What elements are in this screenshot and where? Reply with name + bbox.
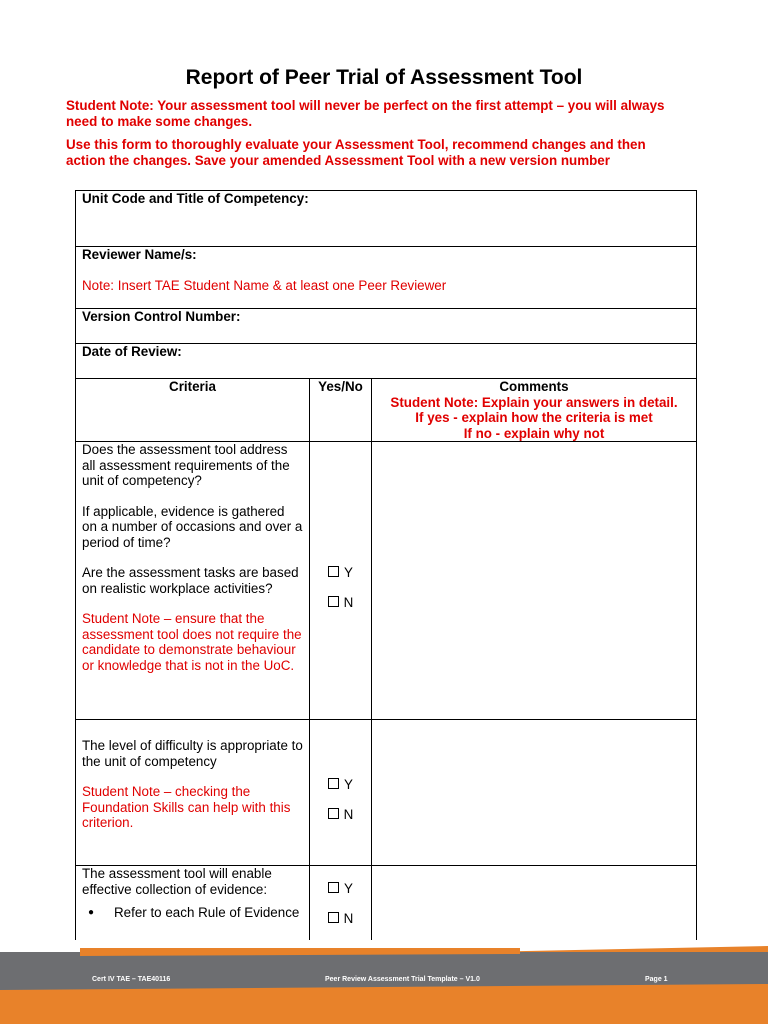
comments-header bbox=[372, 379, 697, 442]
criterion-text: Does the assessment tool address all assessment requirements of the unit of competency? bbox=[82, 442, 290, 488]
footer-page-number: Page 1 bbox=[645, 976, 668, 983]
version-cell[interactable] bbox=[76, 309, 697, 344]
comments-header-label: Comments bbox=[499, 379, 569, 394]
criteria-cell-2 bbox=[76, 720, 310, 866]
yes-no-cell-1 bbox=[310, 442, 372, 720]
student-note-instructions: Use this form to thoroughly evaluate your Assessment Tool, recommend changes and then action the changes. Save your amended Assessment Tool with a new version number bbox=[66, 137, 646, 168]
yes-checkbox[interactable]: Y bbox=[316, 777, 365, 792]
comments-note-1: Student Note: Explain your answers in detail. bbox=[390, 394, 678, 410]
comments-note-2: If yes - explain how the criteria is met bbox=[415, 410, 653, 425]
criterion-text: If applicable, evidence is gathered on a number of occasions and over a period of time? bbox=[82, 503, 303, 550]
student-note-intro: Student Note: Your assessment tool will never be perfect on the first attempt – you will always need to make some changes. bbox=[66, 98, 665, 129]
criteria-row-1 bbox=[76, 442, 697, 720]
comments-cell-1[interactable] bbox=[372, 442, 697, 720]
rule-list bbox=[82, 903, 303, 923]
criteria-header-row bbox=[76, 379, 697, 442]
criterion-text: Are the assessment tasks are based on realistic workplace activities? bbox=[82, 565, 299, 596]
checkbox-icon bbox=[328, 912, 339, 923]
criterion-text: The assessment tool will enable effective collection of evidence: bbox=[82, 866, 272, 897]
no-checkbox[interactable]: N bbox=[316, 807, 365, 822]
comments-note-3: If no - explain why not bbox=[463, 425, 605, 441]
review-form-table bbox=[75, 190, 697, 966]
no-checkbox[interactable]: N bbox=[316, 595, 365, 610]
reviewer-cell[interactable] bbox=[76, 247, 697, 309]
reviewer-note: Note: Insert TAE Student Name & at least one Peer Reviewer bbox=[82, 277, 447, 293]
yes-checkbox[interactable]: Y bbox=[316, 881, 365, 896]
reviewer-row bbox=[76, 247, 697, 309]
page-title: Report of Peer Trial of Assessment Tool bbox=[185, 66, 583, 89]
footer-course-code: Cert IV TAE – TAE40116 bbox=[92, 976, 171, 983]
checkbox-icon bbox=[328, 778, 339, 789]
checkbox-icon bbox=[328, 566, 339, 577]
criteria-cell-1 bbox=[76, 442, 310, 720]
yes-checkbox[interactable]: Y bbox=[316, 565, 365, 580]
criterion-student-note: Student Note – ensure that the assessment tool does not require the candidate to demonstrate behaviour or knowledge that is not in the UoC. bbox=[82, 611, 302, 673]
yes-no-header: Yes/No bbox=[310, 379, 372, 442]
criterion-text: The level of difficulty is appropriate to the unit of competency bbox=[82, 738, 303, 769]
comments-cell-2[interactable] bbox=[372, 720, 697, 866]
checkbox-icon bbox=[328, 596, 339, 607]
footer-template-name: Peer Review Assessment Trial Template – V1.0 bbox=[325, 976, 480, 983]
unit-code-cell[interactable] bbox=[76, 191, 697, 247]
yes-no-cell-2 bbox=[310, 720, 372, 866]
unit-code-row bbox=[76, 191, 697, 247]
date-row bbox=[76, 344, 697, 379]
unit-code-label: Unit Code and Title of Competency: bbox=[82, 191, 309, 206]
reviewer-label: Reviewer Name/s: bbox=[82, 247, 197, 262]
version-row bbox=[76, 309, 697, 344]
checkbox-icon bbox=[328, 808, 339, 819]
criterion-student-note: Student Note – checking the Foundation Skills can help with this criterion. bbox=[82, 784, 291, 830]
rule-list-item: ● Refer to each Rule of Evidence bbox=[82, 903, 303, 923]
date-label: Date of Review: bbox=[82, 344, 182, 359]
date-cell[interactable] bbox=[76, 344, 697, 379]
checkbox-icon bbox=[328, 882, 339, 893]
criteria-row-2 bbox=[76, 720, 697, 866]
footer-grey-band bbox=[0, 952, 768, 990]
criteria-header: Criteria bbox=[76, 379, 310, 442]
no-checkbox[interactable]: N bbox=[316, 911, 365, 926]
version-label: Version Control Number: bbox=[82, 309, 241, 324]
